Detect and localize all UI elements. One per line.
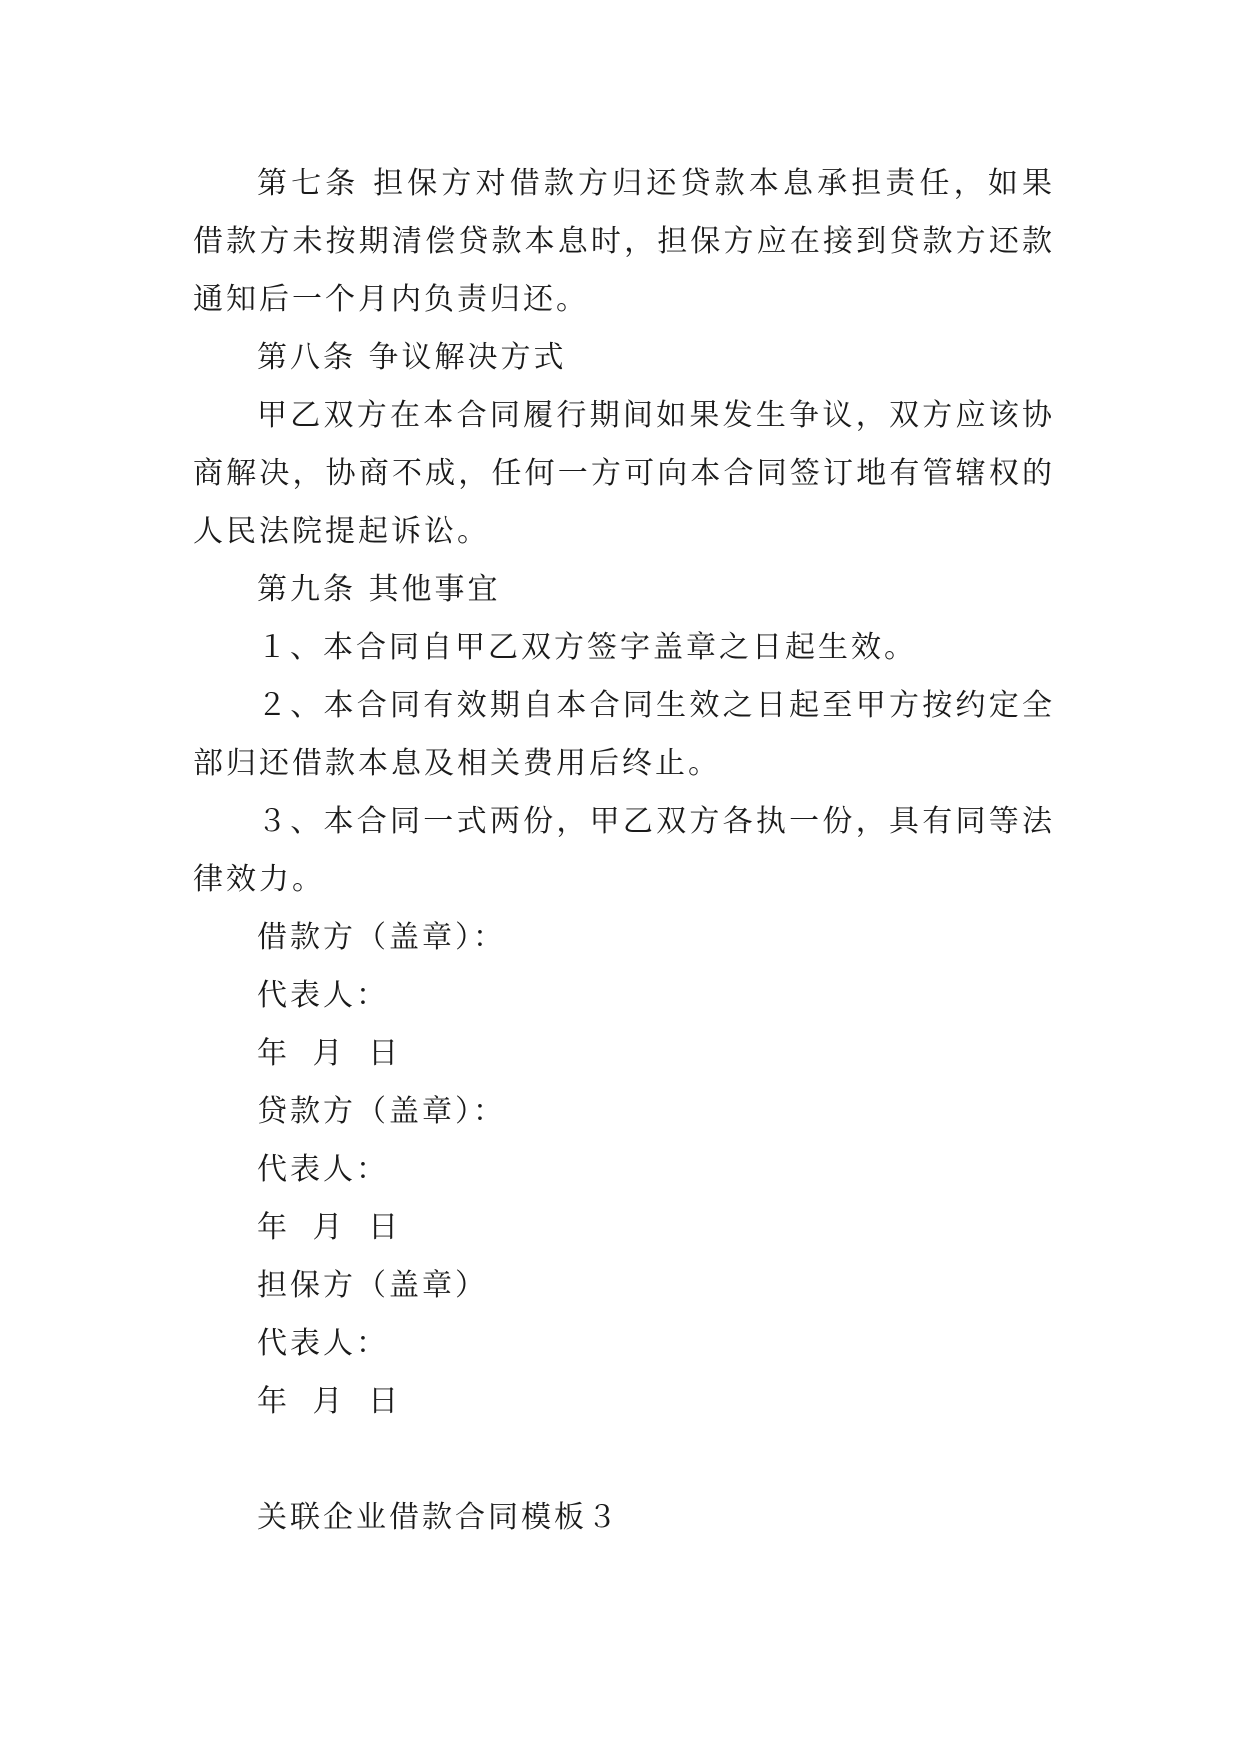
next-section-title: 关联企业借款合同模板３	[257, 1500, 620, 1535]
lender-seal-line: 贷款方（盖章）：	[257, 1094, 506, 1129]
article-7-paragraph: 第七条 担保方对借款方归还贷款本息承担责任，如果借款方未按期清偿贷款本息时，担保方应在接到贷款方还款通知后一个月内负责归还。	[193, 166, 1055, 317]
borrower-seal-line: 借款方（盖章）：	[257, 920, 506, 955]
article-9-item-3: ３、本合同一式两份，甲乙双方各执一份，具有同等法律效力。	[193, 804, 1055, 897]
article-9-item-1: １、本合同自甲乙双方签字盖章之日起生效。	[257, 630, 917, 665]
guarantor-seal-line: 担保方（盖章）	[257, 1268, 488, 1303]
article-9-heading: 第九条 其他事宜	[257, 572, 501, 607]
guarantor-date-line: 年 月 日	[257, 1384, 402, 1419]
borrower-representative-line: 代表人：	[257, 978, 389, 1013]
section-spacer	[193, 1431, 1055, 1489]
guarantor-representative-line: 代表人：	[257, 1326, 389, 1361]
borrower-date-line: 年 月 日	[257, 1036, 402, 1071]
article-8-paragraph: 甲乙双方在本合同履行期间如果发生争议，双方应该协商解决，协商不成，任何一方可向本合同签订地有管辖权的人民法院提起诉讼。	[193, 398, 1055, 549]
lender-date-line: 年 月 日	[257, 1210, 402, 1245]
document-body	[193, 155, 1055, 1547]
lender-representative-line: 代表人：	[257, 1152, 389, 1187]
article-8-heading: 第八条 争议解决方式	[257, 340, 567, 375]
article-9-item-2: ２、本合同有效期自本合同生效之日起至甲方按约定全部归还借款本息及相关费用后终止。	[193, 688, 1055, 781]
